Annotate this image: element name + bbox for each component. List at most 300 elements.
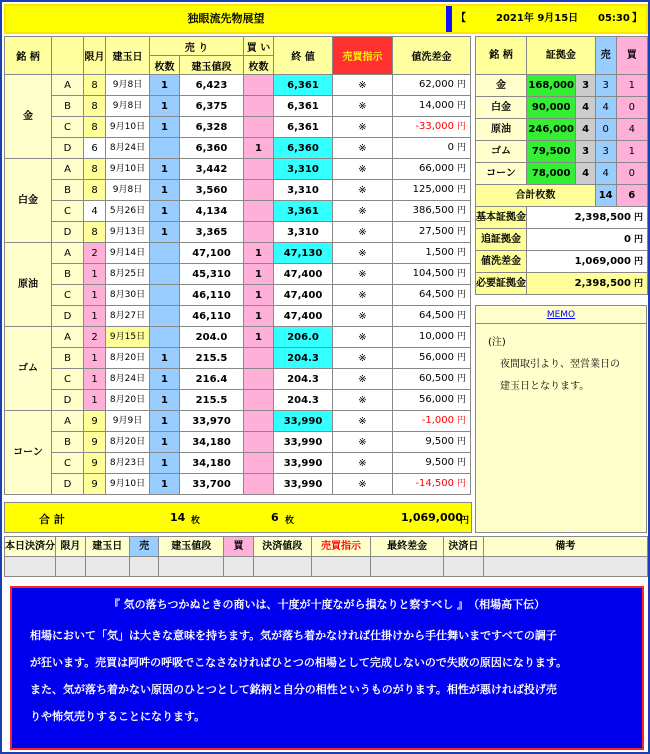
table-row (5, 432, 471, 453)
yen-unit: 円 (456, 311, 466, 321)
yen-unit: 円 (456, 248, 466, 258)
signal-cell: ※ (333, 369, 393, 390)
series-label: C (52, 285, 84, 306)
positions-table (4, 36, 471, 495)
margin-count: 3 (576, 75, 595, 97)
buy-count-cell (244, 348, 274, 369)
diff-cell (393, 222, 471, 243)
buy-count-cell (244, 201, 274, 222)
sell-count-cell: 1 (150, 180, 180, 201)
diff-value: -14,500 (415, 478, 454, 489)
signal-cell: ※ (333, 432, 393, 453)
diff-cell (393, 306, 471, 327)
close-cell: 33,990 (274, 411, 333, 432)
sell-count-cell: 1 (150, 159, 180, 180)
diff-value: 14,000 (418, 100, 454, 111)
series-label: B (52, 180, 84, 201)
buy-count-cell (244, 96, 274, 117)
col-neisen: 値洗差金 (393, 37, 471, 75)
time-text: 05:30 (598, 13, 630, 24)
yen-unit: 円 (456, 206, 466, 216)
gendo-cell: 8 (84, 117, 106, 138)
gendo-cell: 1 (84, 306, 106, 327)
kihon-value: 2,398,500 (574, 211, 631, 223)
diff-cell (393, 327, 471, 348)
gendo-cell: 9 (84, 453, 106, 474)
group-name: コーン (5, 411, 52, 495)
gendo-cell: 8 (84, 75, 106, 96)
gendo-cell: 1 (84, 264, 106, 285)
margin-amount: 78,000 (527, 163, 576, 185)
price-cell: 215.5 (180, 390, 244, 411)
table-row (5, 348, 471, 369)
diff-value: 64,500 (418, 310, 454, 321)
signal-cell: ※ (333, 285, 393, 306)
settle-col-7: 売買指示 (311, 537, 371, 557)
group-name: ゴム (5, 327, 52, 411)
series-label: A (52, 243, 84, 264)
signal-cell: ※ (333, 96, 393, 117)
yen-unit: 円 (456, 143, 466, 153)
price-cell: 34,180 (180, 453, 244, 474)
margin-row (476, 75, 648, 97)
gendo-cell: 4 (84, 201, 106, 222)
tategyokubi-cell: 9月8日 (106, 180, 150, 201)
m-total-buy: 6 (616, 185, 648, 207)
diff-value: 60,500 (418, 373, 454, 384)
settle-col-5: 買 (224, 537, 254, 557)
margin-sell: 3 (595, 75, 616, 97)
yen-unit: 円 (456, 269, 466, 279)
series-label: D (52, 390, 84, 411)
sell-count-cell (150, 327, 180, 348)
diff-cell (393, 96, 471, 117)
totals-sell-unit: 枚 (191, 516, 201, 526)
series-label: B (52, 432, 84, 453)
sell-count-cell: 1 (150, 222, 180, 243)
price-cell: 47,100 (180, 243, 244, 264)
diff-value: -1,000 (421, 415, 454, 426)
table-row (5, 264, 471, 285)
buy-count-cell: 1 (244, 327, 274, 348)
m-col-uri: 売 (595, 37, 616, 75)
margin-amount: 90,000 (527, 97, 576, 119)
signal-cell: ※ (333, 327, 393, 348)
buy-count-cell (244, 180, 274, 201)
price-cell: 6,328 (180, 117, 244, 138)
signal-cell: ※ (333, 159, 393, 180)
tategyokubi-cell: 8月27日 (106, 306, 150, 327)
totals-diff: 1,069,000 (401, 511, 463, 524)
totals-yen: 円 (460, 516, 470, 526)
close-cell: 47,130 (274, 243, 333, 264)
gendo-cell: 9 (84, 432, 106, 453)
price-cell: 3,365 (180, 222, 244, 243)
margin-table: 銘 柄 証拠金 売 買 金 168,000 3 3 1 白金 90,000 4 4 0 原油 246,000 4 0 4 ゴム 79,500 3 3 1 コーン 78,000 4 4 0 合計枚数 14 6 基本証拠金 2,398,500 円 追証拠金 0 円 値洗差金 1,069,000 円 必要証拠金 2,398,500 円 (475, 36, 648, 295)
close-cell: 206.0 (274, 327, 333, 348)
series-label: B (52, 264, 84, 285)
col-price: 建玉値段 (180, 56, 244, 75)
diff-value: 56,000 (418, 394, 454, 405)
signal-cell: ※ (333, 411, 393, 432)
col-tategyokubi: 建玉日 (106, 37, 150, 75)
series-label: A (52, 411, 84, 432)
yen-unit: 円 (456, 395, 466, 405)
group-name: 原油 (5, 243, 52, 327)
price-cell: 6,375 (180, 96, 244, 117)
price-cell: 4,134 (180, 201, 244, 222)
neisen-label: 値洗差金 (476, 251, 527, 273)
group-name: 金 (5, 75, 52, 159)
col-buy-count: 枚数 (244, 56, 274, 75)
quote-line-5: りや怖気売りすることになります。 (30, 710, 206, 723)
diff-cell (393, 243, 471, 264)
tategyokubi-cell: 9月8日 (106, 75, 150, 96)
gendo-cell: 8 (84, 159, 106, 180)
table-row (5, 306, 471, 327)
margin-buy: 0 (616, 97, 648, 119)
col-owarine: 終 値 (274, 37, 333, 75)
series-label: D (52, 306, 84, 327)
diff-cell (393, 369, 471, 390)
tategyokubi-cell: 9月13日 (106, 222, 150, 243)
tategyokubi-cell: 8月25日 (106, 264, 150, 285)
signal-cell: ※ (333, 180, 393, 201)
gendo-cell: 2 (84, 327, 106, 348)
tategyokubi-cell: 8月20日 (106, 390, 150, 411)
margin-name: 白金 (476, 97, 527, 119)
price-cell: 34,180 (180, 432, 244, 453)
oi-label: 追証拠金 (476, 229, 527, 251)
yen-unit: 円 (456, 122, 466, 132)
group-name: 白金 (5, 159, 52, 243)
price-cell: 33,700 (180, 474, 244, 495)
gendo-cell: 1 (84, 348, 106, 369)
settlement-table (4, 536, 648, 577)
sell-count-cell: 1 (150, 390, 180, 411)
yen-unit: 円 (456, 185, 466, 195)
buy-count-cell (244, 369, 274, 390)
buy-count-cell (244, 117, 274, 138)
header-bar (4, 4, 648, 34)
settle-col-4: 建玉値段 (159, 537, 224, 557)
diff-cell (393, 348, 471, 369)
buy-count-cell: 1 (244, 264, 274, 285)
settle-col-9: 決済日 (443, 537, 483, 557)
tategyokubi-cell: 8月24日 (106, 369, 150, 390)
table-row (5, 222, 471, 243)
table-row (5, 369, 471, 390)
signal-cell: ※ (333, 201, 393, 222)
sell-count-cell: 1 (150, 453, 180, 474)
yen-unit: 円 (456, 458, 466, 468)
yen-unit: 円 (456, 101, 466, 111)
tategyokubi-cell: 8月20日 (106, 432, 150, 453)
table-row (5, 138, 471, 159)
yen-unit: 円 (456, 416, 466, 426)
table-row (5, 159, 471, 180)
series-label: C (52, 201, 84, 222)
margin-count: 4 (576, 119, 595, 141)
buy-count-cell (244, 159, 274, 180)
close-cell: 204.3 (274, 348, 333, 369)
margin-buy: 4 (616, 119, 648, 141)
memo-title[interactable]: MEMO (476, 306, 646, 324)
diff-cell (393, 138, 471, 159)
price-cell: 3,442 (180, 159, 244, 180)
table-row (5, 201, 471, 222)
diff-cell (393, 159, 471, 180)
memo-line-2: 夜間取引より、翌営業日の (500, 359, 620, 370)
diff-value: 125,000 (412, 184, 454, 195)
totals-sell: 14 (170, 511, 186, 524)
gendo-cell: 9 (84, 474, 106, 495)
col-sell-count: 枚数 (150, 56, 180, 75)
margin-name: コーン (476, 163, 527, 185)
settle-col-2: 建玉日 (85, 537, 129, 557)
price-cell: 6,360 (180, 138, 244, 159)
tategyokubi-cell: 8月24日 (106, 138, 150, 159)
table-row (5, 180, 471, 201)
gendo-cell: 1 (84, 390, 106, 411)
gendo-cell: 2 (84, 243, 106, 264)
gendo-cell: 8 (84, 180, 106, 201)
signal-cell: ※ (333, 453, 393, 474)
signal-cell: ※ (333, 117, 393, 138)
m-total-label: 合計枚数 (476, 185, 596, 207)
series-label: B (52, 96, 84, 117)
buy-count-cell: 1 (244, 306, 274, 327)
diff-cell (393, 285, 471, 306)
yen-unit: 円 (456, 353, 466, 363)
margin-name: 原油 (476, 119, 527, 141)
yen-unit: 円 (456, 437, 466, 447)
diff-value: 10,000 (418, 331, 454, 342)
diff-cell (393, 474, 471, 495)
settle-col-0: 本日決済分 (5, 537, 56, 557)
quote-box (10, 586, 644, 750)
margin-count: 3 (576, 141, 595, 163)
diff-value: 27,500 (418, 226, 454, 237)
diff-value: 62,000 (418, 79, 454, 90)
table-row (5, 243, 471, 264)
buy-count-cell (244, 75, 274, 96)
series-label: C (52, 369, 84, 390)
buy-count-cell: 1 (244, 138, 274, 159)
price-cell: 45,310 (180, 264, 244, 285)
close-cell: 204.3 (274, 369, 333, 390)
table-row (5, 96, 471, 117)
sell-count-cell: 1 (150, 432, 180, 453)
margin-sell: 3 (595, 141, 616, 163)
tategyokubi-cell: 9月9日 (106, 411, 150, 432)
gendo-cell: 9 (84, 411, 106, 432)
table-row (5, 75, 471, 96)
margin-row (476, 141, 648, 163)
tategyokubi-cell: 8月23日 (106, 453, 150, 474)
margin-buy: 1 (616, 75, 648, 97)
sell-count-cell: 1 (150, 411, 180, 432)
close-cell: 6,361 (274, 96, 333, 117)
margin-name: ゴム (476, 141, 527, 163)
date-text: 2021年 9月15日 (496, 13, 579, 24)
col-baibai-shiji: 売買指示 (333, 37, 393, 75)
table-row (5, 327, 471, 348)
bracket-left: 【 (456, 13, 466, 24)
margin-name: 金 (476, 75, 527, 97)
diff-cell (393, 453, 471, 474)
buy-count-cell (244, 432, 274, 453)
signal-cell: ※ (333, 75, 393, 96)
tategyokubi-cell: 9月10日 (106, 474, 150, 495)
series-label: D (52, 138, 84, 159)
signal-cell: ※ (333, 306, 393, 327)
diff-cell (393, 390, 471, 411)
diff-value: 9,500 (425, 457, 454, 468)
sell-count-cell: 1 (150, 201, 180, 222)
signal-cell: ※ (333, 222, 393, 243)
close-cell: 47,400 (274, 306, 333, 327)
memo-line-3: 建玉日となります。 (500, 381, 590, 392)
m-col-shokokin: 証拠金 (527, 37, 596, 75)
buy-count-cell (244, 453, 274, 474)
table-row (5, 411, 471, 432)
price-cell: 33,970 (180, 411, 244, 432)
col-meigara: 銘 柄 (5, 37, 52, 75)
margin-amount: 79,500 (527, 141, 576, 163)
bracket-right: 】 (632, 13, 642, 24)
yen-unit: 円 (456, 479, 466, 489)
series-label: C (52, 117, 84, 138)
sell-count-cell: 1 (150, 75, 180, 96)
yen-unit: 円 (456, 290, 466, 300)
totals-buy-unit: 枚 (285, 516, 295, 526)
buy-count-cell (244, 222, 274, 243)
sell-count-cell (150, 306, 180, 327)
diff-value: 1,500 (425, 247, 454, 258)
col-kai: 買 い (244, 37, 274, 56)
margin-amount: 168,000 (527, 75, 576, 97)
price-cell: 6,423 (180, 75, 244, 96)
price-cell: 46,110 (180, 285, 244, 306)
signal-cell: ※ (333, 390, 393, 411)
price-cell: 204.0 (180, 327, 244, 348)
table-row (5, 285, 471, 306)
buy-count-cell (244, 390, 274, 411)
signal-cell: ※ (333, 264, 393, 285)
diff-cell (393, 201, 471, 222)
diff-cell (393, 432, 471, 453)
margin-sell: 4 (595, 163, 616, 185)
buy-count-cell (244, 411, 274, 432)
totals-row (4, 502, 472, 533)
diff-value: 64,500 (418, 289, 454, 300)
settle-col-8: 最終差金 (371, 537, 444, 557)
series-label: A (52, 159, 84, 180)
table-row (5, 474, 471, 495)
close-cell: 3,310 (274, 180, 333, 201)
tategyokubi-cell: 8月20日 (106, 348, 150, 369)
diff-cell (393, 75, 471, 96)
sell-count-cell (150, 285, 180, 306)
gendo-cell: 8 (84, 222, 106, 243)
totals-label: 合 計 (39, 513, 65, 526)
tategyokubi-cell: 8月30日 (106, 285, 150, 306)
settle-col-6: 決済値段 (253, 537, 311, 557)
m-total-sell: 14 (595, 185, 616, 207)
tategyokubi-cell: 9月14日 (106, 243, 150, 264)
margin-amount: 246,000 (527, 119, 576, 141)
diff-cell (393, 117, 471, 138)
m-col-meigara: 銘 柄 (476, 37, 527, 75)
oi-value: 0 (624, 233, 631, 245)
quote-line-3: が狂います。売買は阿吽の呼吸でこなさなければひとつの相場として完成しないので失敗の原因になります。 (30, 656, 568, 669)
yen-unit: 円 (456, 164, 466, 174)
hitsuyo-value: 2,398,500 (574, 277, 631, 289)
margin-sell: 0 (595, 119, 616, 141)
diff-cell (393, 180, 471, 201)
signal-cell: ※ (333, 474, 393, 495)
margin-buy: 0 (616, 163, 648, 185)
diff-cell (393, 411, 471, 432)
diff-value: 66,000 (418, 163, 454, 174)
memo-line-1: (注) (488, 337, 506, 348)
yen-unit: 円 (456, 80, 466, 90)
col-blank (52, 37, 84, 75)
tategyokubi-cell: 5月26日 (106, 201, 150, 222)
close-cell: 3,361 (274, 201, 333, 222)
table-row (5, 117, 471, 138)
hitsuyo-label: 必要証拠金 (476, 273, 527, 295)
diff-value: 104,500 (412, 268, 454, 279)
close-cell: 47,400 (274, 285, 333, 306)
gendo-cell: 1 (84, 369, 106, 390)
close-cell: 6,361 (274, 117, 333, 138)
totals-buy: 6 (271, 511, 279, 524)
signal-cell: ※ (333, 243, 393, 264)
signal-cell: ※ (333, 138, 393, 159)
settle-col-10: 備考 (483, 537, 647, 557)
price-cell: 216.4 (180, 369, 244, 390)
tategyokubi-cell: 9月10日 (106, 159, 150, 180)
margin-row (476, 97, 648, 119)
table-row (5, 453, 471, 474)
series-label: D (52, 474, 84, 495)
diff-value: 56,000 (418, 352, 454, 363)
signal-cell: ※ (333, 348, 393, 369)
close-cell: 33,990 (274, 453, 333, 474)
settle-col-3: 売 (129, 537, 159, 557)
sell-count-cell: 1 (150, 96, 180, 117)
tategyokubi-cell: 9月8日 (106, 96, 150, 117)
close-cell: 6,360 (274, 138, 333, 159)
series-label: D (52, 222, 84, 243)
diff-cell (393, 264, 471, 285)
price-cell: 215.5 (180, 348, 244, 369)
close-cell: 3,310 (274, 159, 333, 180)
price-cell: 46,110 (180, 306, 244, 327)
close-cell: 33,990 (274, 432, 333, 453)
diff-value: 386,500 (412, 205, 454, 216)
margin-row (476, 119, 648, 141)
tategyokubi-cell: 9月10日 (106, 117, 150, 138)
quote-line-2: 相場において「気」は大きな意味を持ちます。気が落ち着かなければ仕掛けから手仕舞いまですべての調子 (30, 629, 557, 642)
margin-count: 4 (576, 163, 595, 185)
yen-unit: 円 (456, 332, 466, 342)
margin-buy: 1 (616, 141, 648, 163)
yen-unit: 円 (456, 374, 466, 384)
series-label: C (52, 453, 84, 474)
